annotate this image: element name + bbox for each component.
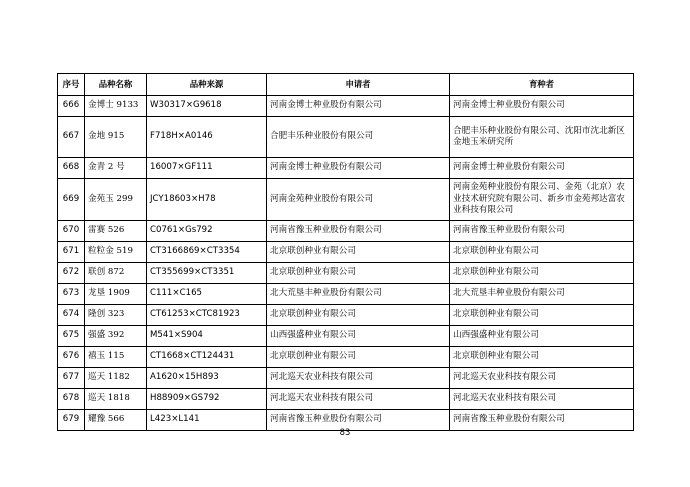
cell-applicant: 合肥丰乐种业股份有限公司: [267, 117, 450, 158]
table-row: [58, 389, 634, 410]
cell-variety-source: CT355699×CT3351: [147, 263, 267, 284]
cell-serial-number: 675: [58, 326, 85, 347]
cell-variety-name: 巡天 1818: [85, 389, 147, 410]
cell-breeder: 山西强盛种业有限公司: [450, 326, 634, 347]
cell-variety-source: M541×S904: [147, 326, 267, 347]
cell-serial-number: 669: [58, 179, 85, 221]
cell-serial-number: 679: [58, 410, 85, 431]
cell-variety-source: C111×C165: [147, 284, 267, 305]
cell-variety-name: 金地 915: [85, 117, 147, 158]
cell-applicant: 山西强盛种业有限公司: [267, 326, 450, 347]
cell-variety-source: JCY18603×H78: [147, 179, 267, 221]
cell-applicant: 河南金苑种业股份有限公司: [267, 179, 450, 221]
cell-breeder: 河南金苑种业股份有限公司、金苑（北京）农业技术研究院有限公司、新乡市金苑邦达富农业科技有限公司: [450, 179, 634, 221]
cell-variety-name: 龙垦 1909: [85, 284, 147, 305]
cell-breeder: 河南金博士种业股份有限公司: [450, 96, 634, 117]
table-row: [58, 96, 634, 117]
cell-breeder: 河南省豫玉种业股份有限公司: [450, 410, 634, 431]
table-header-row: [58, 74, 634, 96]
cell-breeder: 北京联创种业有限公司: [450, 242, 634, 263]
header-variety-source: 品种来源: [147, 74, 267, 96]
table-row: [58, 221, 634, 242]
cell-applicant: 北京联创种业有限公司: [267, 347, 450, 368]
table-row: [58, 347, 634, 368]
header-variety-name: 品种名称: [85, 74, 147, 96]
cell-variety-source: L423×L141: [147, 410, 267, 431]
cell-applicant: 河南金博士种业股份有限公司: [267, 158, 450, 179]
cell-applicant: 河南省豫玉种业股份有限公司: [267, 410, 450, 431]
cell-variety-name: 耀豫 566: [85, 410, 147, 431]
cell-serial-number: 671: [58, 242, 85, 263]
cell-serial-number: 676: [58, 347, 85, 368]
cell-applicant: 河南省豫玉种业股份有限公司: [267, 221, 450, 242]
cell-serial-number: 673: [58, 284, 85, 305]
cell-serial-number: 668: [58, 158, 85, 179]
table-row: [58, 242, 634, 263]
cell-variety-name: 金博士 9133: [85, 96, 147, 117]
cell-variety-source: CT61253×CTC81923: [147, 305, 267, 326]
cell-breeder: 北大荒垦丰种业股份有限公司: [450, 284, 634, 305]
cell-breeder: 北京联创种业有限公司: [450, 305, 634, 326]
cell-variety-name: 联创 872: [85, 263, 147, 284]
cell-applicant: 北大荒垦丰种业股份有限公司: [267, 284, 450, 305]
header-breeder: 育种者: [450, 74, 634, 96]
cell-breeder: 北京联创种业有限公司: [450, 347, 634, 368]
cell-variety-name: 巡天 1182: [85, 368, 147, 389]
cell-variety-name: 金青 2 号: [85, 158, 147, 179]
table-row: [58, 305, 634, 326]
header-applicant: 申请者: [267, 74, 450, 96]
cell-variety-name: 禧玉 115: [85, 347, 147, 368]
cell-variety-source: A1620×15H893: [147, 368, 267, 389]
cell-breeder: 河北巡天农业科技有限公司: [450, 368, 634, 389]
table-row: [58, 158, 634, 179]
cell-breeder: 河南省豫玉种业股份有限公司: [450, 221, 634, 242]
table-row: [58, 263, 634, 284]
table-row: [58, 117, 634, 158]
cell-variety-source: 16007×GF111: [147, 158, 267, 179]
cell-breeder: 北京联创种业有限公司: [450, 263, 634, 284]
cell-applicant: 河北巡天农业科技有限公司: [267, 368, 450, 389]
cell-serial-number: 667: [58, 117, 85, 158]
cell-serial-number: 666: [58, 96, 85, 117]
table-row: [58, 368, 634, 389]
cell-applicant: 北京联创种业有限公司: [267, 263, 450, 284]
cell-breeder: 合肥丰乐种业股份有限公司、沈阳市沈北新区金地玉米研究所: [450, 117, 634, 158]
cell-variety-source: H88909×GS792: [147, 389, 267, 410]
cell-serial-number: 672: [58, 263, 85, 284]
cell-applicant: 北京联创种业有限公司: [267, 305, 450, 326]
cell-variety-source: C0761×Gs792: [147, 221, 267, 242]
cell-applicant: 河北巡天农业科技有限公司: [267, 389, 450, 410]
table-row: [58, 179, 634, 221]
cell-variety-source: F718H×A0146: [147, 117, 267, 158]
cell-variety-name: 雷赛 526: [85, 221, 147, 242]
cell-applicant: 北京联创种业有限公司: [267, 242, 450, 263]
table-row: [58, 284, 634, 305]
cell-serial-number: 677: [58, 368, 85, 389]
cell-variety-source: CT3166869×CT3354: [147, 242, 267, 263]
header-serial-number: 序号: [58, 74, 85, 96]
variety-table: [57, 73, 634, 431]
cell-serial-number: 670: [58, 221, 85, 242]
cell-breeder: 河南金博士种业股份有限公司: [450, 158, 634, 179]
cell-breeder: 河北巡天农业科技有限公司: [450, 389, 634, 410]
cell-variety-source: W30317×G9618: [147, 96, 267, 117]
cell-serial-number: 678: [58, 389, 85, 410]
cell-variety-source: CT1668×CT124431: [147, 347, 267, 368]
cell-variety-name: 粒粒金 519: [85, 242, 147, 263]
cell-variety-name: 强盛 392: [85, 326, 147, 347]
cell-variety-name: 金苑玉 299: [85, 179, 147, 221]
cell-applicant: 河南金博士种业股份有限公司: [267, 96, 450, 117]
page-number: 83: [339, 427, 351, 437]
cell-variety-name: 隆创 323: [85, 305, 147, 326]
table-row: [58, 326, 634, 347]
cell-serial-number: 674: [58, 305, 85, 326]
